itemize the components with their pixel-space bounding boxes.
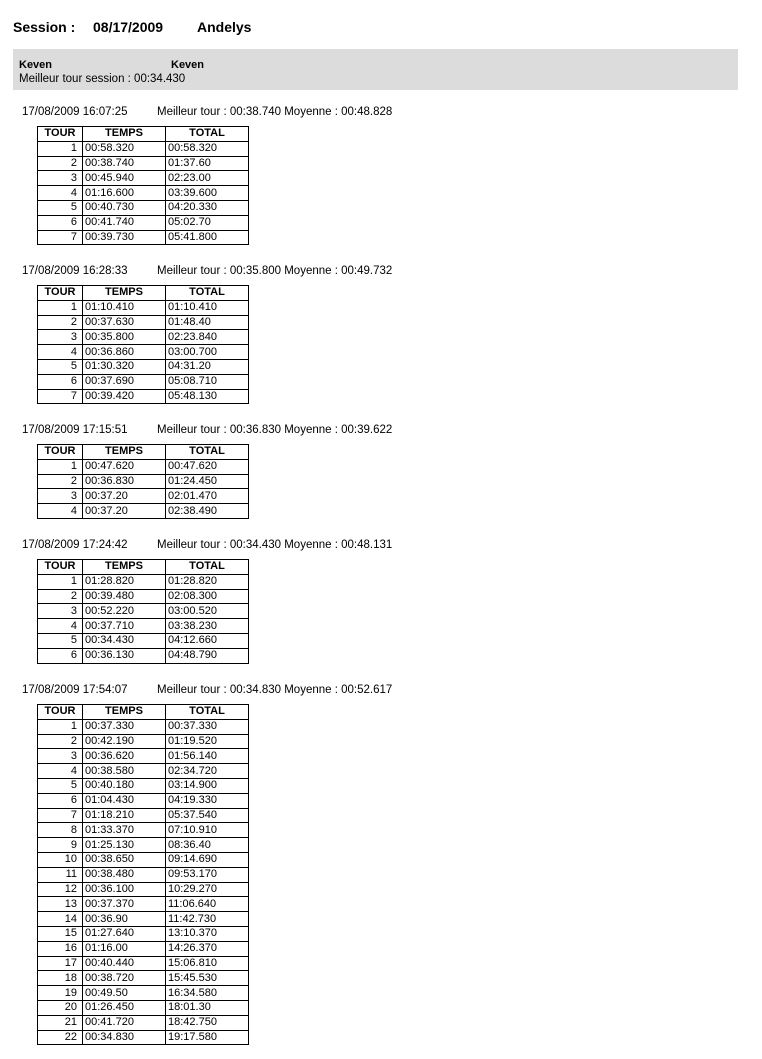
table-row <box>38 359 249 374</box>
table-row <box>38 867 249 882</box>
lap-number: 18 <box>38 971 83 986</box>
lap-time: 00:35.800 <box>83 330 166 345</box>
lap-number: 11 <box>38 867 83 882</box>
lap-total: 05:48.130 <box>166 389 249 404</box>
table-row <box>38 186 249 201</box>
lap-number: 19 <box>38 986 83 1001</box>
lap-time: 00:38.480 <box>83 867 166 882</box>
lap-number: 7 <box>38 808 83 823</box>
session-best-lap: Meilleur tour session : 00:34.430 <box>19 73 186 85</box>
lap-time: 00:45.940 <box>83 171 166 186</box>
lap-total: 02:01.470 <box>166 489 249 504</box>
lap-number: 2 <box>38 734 83 749</box>
lap-total: 13:10.370 <box>166 926 249 941</box>
table-row <box>38 1015 249 1030</box>
table-row <box>38 1030 249 1045</box>
lap-number: 6 <box>38 215 83 230</box>
lap-total: 18:42.750 <box>166 1015 249 1030</box>
table-row <box>38 474 249 489</box>
lap-total: 05:02.70 <box>166 215 249 230</box>
lap-number: 7 <box>38 389 83 404</box>
lap-time: 00:41.720 <box>83 1015 166 1030</box>
table-row <box>38 589 249 604</box>
lap-number: 4 <box>38 764 83 779</box>
run-datetime: 17/08/2009 17:15:51 <box>22 424 128 436</box>
lap-time: 00:37.690 <box>83 374 166 389</box>
table-row <box>38 882 249 897</box>
lap-number: 1 <box>38 719 83 734</box>
table-row <box>38 956 249 971</box>
lap-time: 01:25.130 <box>83 838 166 853</box>
lap-time: 00:37.630 <box>83 315 166 330</box>
col-header-total: TOTAL <box>166 560 249 575</box>
run-summary: Meilleur tour : 00:35.800 Moyenne : 00:49.732 <box>157 265 393 277</box>
lap-time: 01:18.210 <box>83 808 166 823</box>
table-row <box>38 941 249 956</box>
table-row <box>38 374 249 389</box>
run-datetime: 17/08/2009 17:54:07 <box>22 684 128 696</box>
run-summary: Meilleur tour : 00:36.830 Moyenne : 00:39.622 <box>157 424 393 436</box>
col-header-total: TOTAL <box>166 705 249 720</box>
table-row <box>38 171 249 186</box>
lap-number: 2 <box>38 315 83 330</box>
table-row <box>38 389 249 404</box>
lap-number: 2 <box>38 156 83 171</box>
lap-number: 5 <box>38 778 83 793</box>
driver-name: Keven <box>19 59 53 71</box>
lap-total: 01:37.60 <box>166 156 249 171</box>
lap-total: 03:00.520 <box>166 604 249 619</box>
lap-total: 18:01.30 <box>166 1000 249 1015</box>
table-row <box>38 330 249 345</box>
table-row <box>38 141 249 156</box>
lap-total: 04:31.20 <box>166 359 249 374</box>
lap-number: 22 <box>38 1030 83 1045</box>
lap-number: 1 <box>38 574 83 589</box>
table-row <box>38 345 249 360</box>
lap-total: 10:29.270 <box>166 882 249 897</box>
lap-number: 21 <box>38 1015 83 1030</box>
lap-number: 3 <box>38 749 83 764</box>
lap-total: 04:20.330 <box>166 200 249 215</box>
run-summary: Meilleur tour : 00:34.430 Moyenne : 00:48.131 <box>157 539 393 551</box>
lap-total: 01:24.450 <box>166 474 249 489</box>
col-header-lap: TOUR <box>38 560 83 575</box>
table-row <box>38 912 249 927</box>
lap-total: 07:10.910 <box>166 823 249 838</box>
lap-number: 4 <box>38 345 83 360</box>
col-header-total: TOTAL <box>166 127 249 142</box>
table-row <box>38 574 249 589</box>
lap-number: 8 <box>38 823 83 838</box>
lap-total: 09:14.690 <box>166 852 249 867</box>
session-label: Session : <box>13 19 76 35</box>
lap-total: 15:06.810 <box>166 956 249 971</box>
lap-time: 00:37.710 <box>83 619 166 634</box>
run-summary: Meilleur tour : 00:34.830 Moyenne : 00:52.617 <box>157 684 393 696</box>
col-header-lap: TOUR <box>38 445 83 460</box>
lap-total: 14:26.370 <box>166 941 249 956</box>
lap-number: 1 <box>38 459 83 474</box>
run-datetime: 17/08/2009 16:07:25 <box>22 106 128 118</box>
lap-number: 3 <box>38 330 83 345</box>
table-row <box>38 897 249 912</box>
lap-total: 00:58.320 <box>166 141 249 156</box>
lap-time: 01:10.410 <box>83 300 166 315</box>
lap-time: 00:37.20 <box>83 504 166 519</box>
col-header-time: TEMPS <box>83 560 166 575</box>
lap-number: 17 <box>38 956 83 971</box>
driver-name-secondary: Keven <box>171 59 205 71</box>
table-row <box>38 156 249 171</box>
lap-time: 00:34.830 <box>83 1030 166 1045</box>
table-row <box>38 604 249 619</box>
table-row <box>38 852 249 867</box>
lap-time: 00:47.620 <box>83 459 166 474</box>
lap-total: 19:17.580 <box>166 1030 249 1045</box>
lap-number: 5 <box>38 200 83 215</box>
table-row <box>38 971 249 986</box>
lap-total: 01:48.40 <box>166 315 249 330</box>
lap-number: 20 <box>38 1000 83 1015</box>
table-row <box>38 200 249 215</box>
table-row <box>38 808 249 823</box>
lap-total: 08:36.40 <box>166 838 249 853</box>
lap-table <box>37 704 249 1045</box>
lap-number: 6 <box>38 374 83 389</box>
lap-number: 10 <box>38 852 83 867</box>
table-row <box>38 734 249 749</box>
lap-total: 02:34.720 <box>166 764 249 779</box>
table-row <box>38 778 249 793</box>
lap-total: 01:10.410 <box>166 300 249 315</box>
lap-total: 01:56.140 <box>166 749 249 764</box>
lap-time: 00:40.180 <box>83 778 166 793</box>
table-row <box>38 489 249 504</box>
lap-number: 6 <box>38 648 83 663</box>
lap-number: 4 <box>38 619 83 634</box>
table-row <box>38 648 249 663</box>
table-row <box>38 504 249 519</box>
lap-total: 00:37.330 <box>166 719 249 734</box>
lap-time: 00:38.720 <box>83 971 166 986</box>
lap-time: 00:41.740 <box>83 215 166 230</box>
lap-time: 00:39.730 <box>83 230 166 245</box>
lap-time: 01:27.640 <box>83 926 166 941</box>
lap-total: 04:19.330 <box>166 793 249 808</box>
col-header-time: TEMPS <box>83 445 166 460</box>
lap-total: 05:37.540 <box>166 808 249 823</box>
table-row <box>38 1000 249 1015</box>
run-summary: Meilleur tour : 00:38.740 Moyenne : 00:48.828 <box>157 106 393 118</box>
lap-total: 03:14.900 <box>166 778 249 793</box>
table-row <box>38 838 249 853</box>
run-datetime: 17/08/2009 17:24:42 <box>22 539 128 551</box>
lap-table <box>37 444 249 519</box>
lap-number: 2 <box>38 474 83 489</box>
lap-number: 9 <box>38 838 83 853</box>
table-row <box>38 633 249 648</box>
lap-total: 03:38.230 <box>166 619 249 634</box>
lap-time: 01:16.600 <box>83 186 166 201</box>
lap-number: 15 <box>38 926 83 941</box>
lap-time: 00:37.20 <box>83 489 166 504</box>
lap-time: 00:42.190 <box>83 734 166 749</box>
lap-total: 05:41.800 <box>166 230 249 245</box>
lap-time: 00:36.90 <box>83 912 166 927</box>
lap-time: 00:36.100 <box>83 882 166 897</box>
lap-table <box>37 285 249 404</box>
table-row <box>38 986 249 1001</box>
table-row <box>38 926 249 941</box>
table-row <box>38 619 249 634</box>
col-header-time: TEMPS <box>83 127 166 142</box>
lap-number: 1 <box>38 300 83 315</box>
lap-number: 5 <box>38 633 83 648</box>
lap-total: 05:08.710 <box>166 374 249 389</box>
lap-number: 4 <box>38 504 83 519</box>
lap-total: 16:34.580 <box>166 986 249 1001</box>
lap-number: 7 <box>38 230 83 245</box>
lap-time: 00:38.580 <box>83 764 166 779</box>
col-header-lap: TOUR <box>38 286 83 301</box>
lap-total: 01:19.520 <box>166 734 249 749</box>
lap-time: 00:39.480 <box>83 589 166 604</box>
col-header-time: TEMPS <box>83 286 166 301</box>
lap-table <box>37 559 249 664</box>
lap-total: 04:12.660 <box>166 633 249 648</box>
lap-time: 01:16.00 <box>83 941 166 956</box>
lap-time: 01:28.820 <box>83 574 166 589</box>
table-row <box>38 230 249 245</box>
lap-number: 2 <box>38 589 83 604</box>
lap-table <box>37 126 249 245</box>
col-header-total: TOTAL <box>166 286 249 301</box>
lap-time: 00:36.130 <box>83 648 166 663</box>
lap-total: 00:47.620 <box>166 459 249 474</box>
lap-time: 01:26.450 <box>83 1000 166 1015</box>
lap-total: 02:23.00 <box>166 171 249 186</box>
lap-time: 00:37.370 <box>83 897 166 912</box>
lap-total: 02:23.840 <box>166 330 249 345</box>
lap-total: 11:42.730 <box>166 912 249 927</box>
lap-time: 00:52.220 <box>83 604 166 619</box>
lap-total: 11:06.640 <box>166 897 249 912</box>
lap-number: 3 <box>38 171 83 186</box>
lap-number: 14 <box>38 912 83 927</box>
table-row <box>38 315 249 330</box>
lap-total: 04:48.790 <box>166 648 249 663</box>
lap-time: 00:36.860 <box>83 345 166 360</box>
table-row <box>38 764 249 779</box>
lap-total: 03:00.700 <box>166 345 249 360</box>
lap-time: 00:36.830 <box>83 474 166 489</box>
lap-time: 01:33.370 <box>83 823 166 838</box>
lap-number: 3 <box>38 604 83 619</box>
lap-number: 4 <box>38 186 83 201</box>
lap-time: 00:37.330 <box>83 719 166 734</box>
lap-total: 09:53.170 <box>166 867 249 882</box>
col-header-total: TOTAL <box>166 445 249 460</box>
lap-time: 01:30.320 <box>83 359 166 374</box>
session-track: Andelys <box>197 19 252 35</box>
lap-number: 3 <box>38 489 83 504</box>
lap-total: 03:39.600 <box>166 186 249 201</box>
lap-time: 00:49.50 <box>83 986 166 1001</box>
table-row <box>38 749 249 764</box>
lap-time: 00:34.430 <box>83 633 166 648</box>
table-row <box>38 793 249 808</box>
table-row <box>38 459 249 474</box>
run-datetime: 17/08/2009 16:28:33 <box>22 265 128 277</box>
lap-total: 02:08.300 <box>166 589 249 604</box>
lap-time: 01:04.430 <box>83 793 166 808</box>
lap-time: 00:38.650 <box>83 852 166 867</box>
lap-total: 15:45.530 <box>166 971 249 986</box>
lap-time: 00:58.320 <box>83 141 166 156</box>
lap-number: 5 <box>38 359 83 374</box>
table-row <box>38 719 249 734</box>
lap-number: 12 <box>38 882 83 897</box>
lap-number: 1 <box>38 141 83 156</box>
session-date: 08/17/2009 <box>93 19 164 35</box>
col-header-lap: TOUR <box>38 127 83 142</box>
table-row <box>38 215 249 230</box>
lap-number: 13 <box>38 897 83 912</box>
lap-time: 00:38.740 <box>83 156 166 171</box>
driver-summary-box <box>13 49 738 90</box>
lap-time: 00:40.440 <box>83 956 166 971</box>
table-row <box>38 300 249 315</box>
col-header-lap: TOUR <box>38 705 83 720</box>
lap-number: 16 <box>38 941 83 956</box>
lap-total: 02:38.490 <box>166 504 249 519</box>
lap-total: 01:28.820 <box>166 574 249 589</box>
lap-time: 00:39.420 <box>83 389 166 404</box>
lap-time: 00:40.730 <box>83 200 166 215</box>
col-header-time: TEMPS <box>83 705 166 720</box>
table-row <box>38 823 249 838</box>
lap-time: 00:36.620 <box>83 749 166 764</box>
lap-number: 6 <box>38 793 83 808</box>
